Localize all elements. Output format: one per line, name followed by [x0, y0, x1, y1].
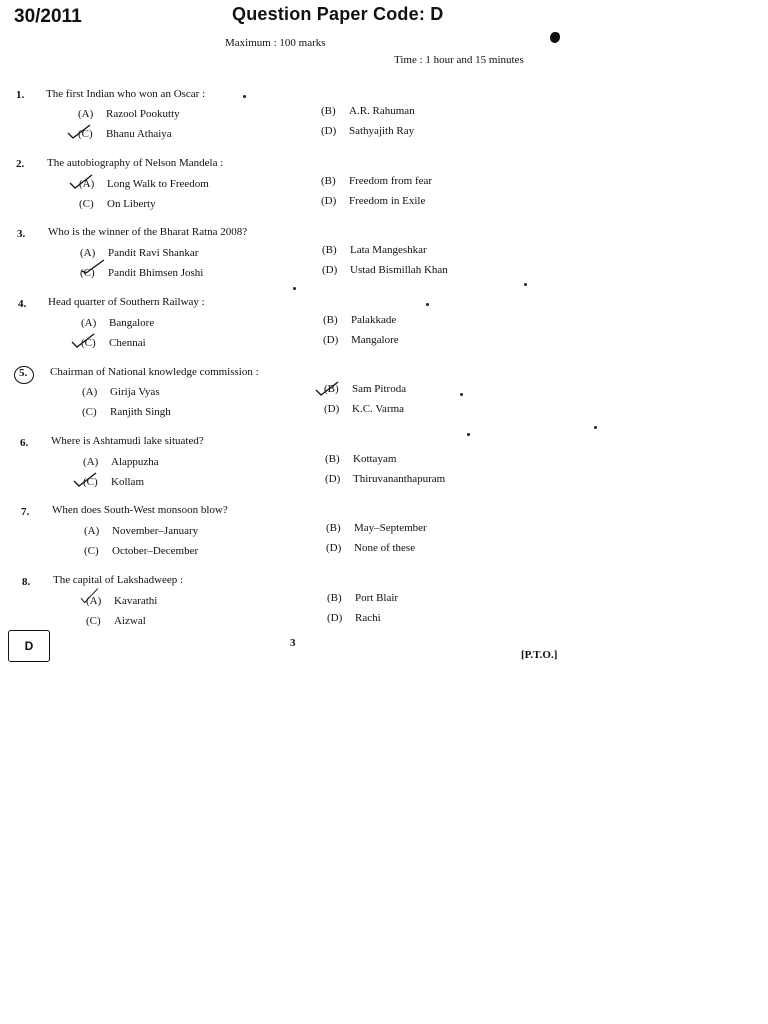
- option-label: (A): [83, 456, 99, 468]
- option-label: (B): [326, 522, 341, 534]
- option-label: (A): [78, 108, 94, 120]
- tick-mark-icon: [70, 333, 96, 349]
- option-d: [326, 542, 415, 554]
- option-label: (A): [82, 386, 98, 398]
- tick-mark-icon: [314, 381, 340, 397]
- option-text: Pandit Bhimsen Joshi: [108, 267, 204, 279]
- option-text: Bhanu Athaiya: [106, 128, 172, 140]
- option-text: Sathyajith Ray: [349, 125, 415, 137]
- option-text: A.R. Rahuman: [349, 105, 415, 117]
- option-label: (D): [324, 403, 340, 415]
- option-label: (D): [323, 334, 339, 346]
- time-allowed: Time : 1 hour and 15 minutes: [394, 54, 524, 66]
- option-label: (C): [83, 476, 98, 488]
- option-label: (B): [324, 383, 339, 395]
- question-number: 4.: [18, 298, 27, 310]
- option-label: (B): [323, 314, 338, 326]
- option-label: (D): [322, 264, 338, 276]
- question-text: Chairman of National knowledge commission :: [50, 366, 259, 378]
- option-text: October–December: [112, 545, 199, 557]
- option-c: [82, 406, 171, 418]
- option-label: (A): [84, 525, 100, 537]
- option-text: Chennai: [109, 337, 146, 349]
- option-text: May–September: [354, 522, 427, 534]
- option-label: (A): [86, 595, 102, 607]
- option-text: None of these: [354, 542, 416, 554]
- scan-speck: [467, 433, 470, 436]
- ink-blot: [550, 32, 560, 43]
- question-number: 7.: [21, 506, 30, 518]
- option-label: (B): [322, 244, 337, 256]
- option-text: Kottayam: [353, 453, 397, 465]
- option-text: Mangalore: [351, 334, 399, 346]
- option-text: On Liberty: [107, 198, 156, 210]
- tick-mark-icon: [68, 174, 94, 190]
- question-number: 6.: [20, 437, 29, 449]
- option-text: Pandit Ravi Shankar: [108, 247, 199, 259]
- option-text: Aizwal: [114, 615, 146, 627]
- option-text: November–January: [112, 525, 199, 537]
- page-title: Question Paper Code: D: [232, 4, 444, 24]
- question-number: 2.: [16, 158, 25, 170]
- option-c: [78, 128, 172, 140]
- question-text: Head quarter of Southern Railway :: [48, 296, 205, 308]
- option-label: (C): [78, 128, 93, 140]
- option-a: [79, 178, 209, 190]
- option-label: (D): [326, 542, 342, 554]
- question-number: 8.: [22, 576, 31, 588]
- option-d: [321, 195, 425, 207]
- option-label: (C): [84, 545, 99, 557]
- question-number: 1.: [16, 89, 25, 101]
- option-label: (D): [327, 612, 343, 624]
- scan-speck: [524, 283, 527, 286]
- option-text: Freedom from fear: [349, 175, 433, 187]
- option-label: (C): [86, 615, 101, 627]
- option-text: Port Blair: [355, 592, 399, 604]
- option-d: [322, 264, 448, 276]
- option-label: (B): [325, 453, 340, 465]
- option-text: Thiruvananthapuram: [353, 473, 446, 485]
- option-text: Bangalore: [109, 317, 155, 329]
- option-label: (A): [81, 317, 97, 329]
- option-b: [321, 175, 432, 187]
- option-a: [81, 317, 154, 329]
- scan-speck: [426, 303, 429, 306]
- option-c: [84, 545, 198, 557]
- question-number: 3.: [17, 228, 26, 240]
- option-label: (B): [321, 175, 336, 187]
- option-label: (C): [81, 337, 96, 349]
- question-text: The autobiography of Nelson Mandela :: [47, 157, 224, 169]
- scan-speck: [594, 426, 597, 429]
- option-text: Ustad Bismillah Khan: [350, 264, 448, 276]
- option-label: (C): [80, 267, 95, 279]
- question-number: 5.: [19, 367, 28, 379]
- option-text: Lata Mangeshkar: [350, 244, 427, 256]
- option-b: [325, 453, 396, 465]
- paper-number: 30/2011: [14, 6, 82, 27]
- option-label: (B): [327, 592, 342, 604]
- scan-speck: [243, 95, 246, 98]
- tick-mark-icon: [66, 124, 92, 140]
- option-label: (D): [321, 125, 337, 137]
- page-number: 3: [290, 637, 296, 649]
- option-d: [325, 473, 445, 485]
- option-c: [86, 615, 146, 627]
- option-d: [327, 612, 381, 624]
- option-b: [323, 314, 396, 326]
- option-label: (C): [79, 198, 94, 210]
- option-text: Razool Pookutty: [106, 108, 180, 120]
- option-text: Ranjith Singh: [110, 406, 171, 418]
- question-text: The first Indian who won an Oscar :: [46, 88, 206, 100]
- option-text: Girija Vyas: [110, 386, 160, 398]
- option-b: [321, 105, 415, 117]
- question-text: Where is Ashtamudi lake situated?: [51, 435, 204, 447]
- option-a: [84, 525, 198, 537]
- option-d: [323, 334, 399, 346]
- option-text: Kollam: [111, 476, 144, 488]
- option-a: [78, 108, 180, 120]
- tick-mark-icon: [76, 588, 102, 604]
- option-b: [327, 592, 398, 604]
- maximum-marks: Maximum : 100 marks: [225, 37, 326, 49]
- option-a: [83, 456, 159, 468]
- tick-mark-icon: [80, 258, 106, 274]
- option-label: (B): [321, 105, 336, 117]
- option-d: [321, 125, 414, 137]
- option-text: Palakkade: [351, 314, 397, 326]
- option-a: [82, 386, 160, 398]
- question-text: Who is the winner of the Bharat Ratna 2008?: [48, 226, 248, 238]
- option-text: Long Walk to Freedom: [107, 178, 209, 190]
- set-code-box: D: [8, 630, 50, 662]
- option-text: Alappuzha: [111, 456, 159, 468]
- option-text: Freedom in Exile: [349, 195, 426, 207]
- question-text: When does South-West monsoon blow?: [52, 504, 228, 516]
- option-label: (A): [79, 178, 95, 190]
- option-text: K.C. Varma: [352, 403, 405, 415]
- scan-speck: [460, 393, 463, 396]
- question-text: The capital of Lakshadweep :: [53, 574, 184, 586]
- option-text: Sam Pitroda: [352, 383, 407, 395]
- option-label: (A): [80, 247, 96, 259]
- option-c: [79, 198, 156, 210]
- option-text: Rachi: [355, 612, 381, 624]
- option-label: (D): [325, 473, 341, 485]
- option-d: [324, 403, 404, 415]
- pto-label: [P.T.O.]: [521, 649, 558, 661]
- scan-speck: [293, 287, 296, 290]
- option-b: [322, 244, 427, 256]
- option-label: (D): [321, 195, 337, 207]
- option-text: Kavarathi: [114, 595, 158, 607]
- tick-mark-icon: [72, 472, 98, 488]
- option-label: (C): [82, 406, 97, 418]
- option-b: [326, 522, 427, 534]
